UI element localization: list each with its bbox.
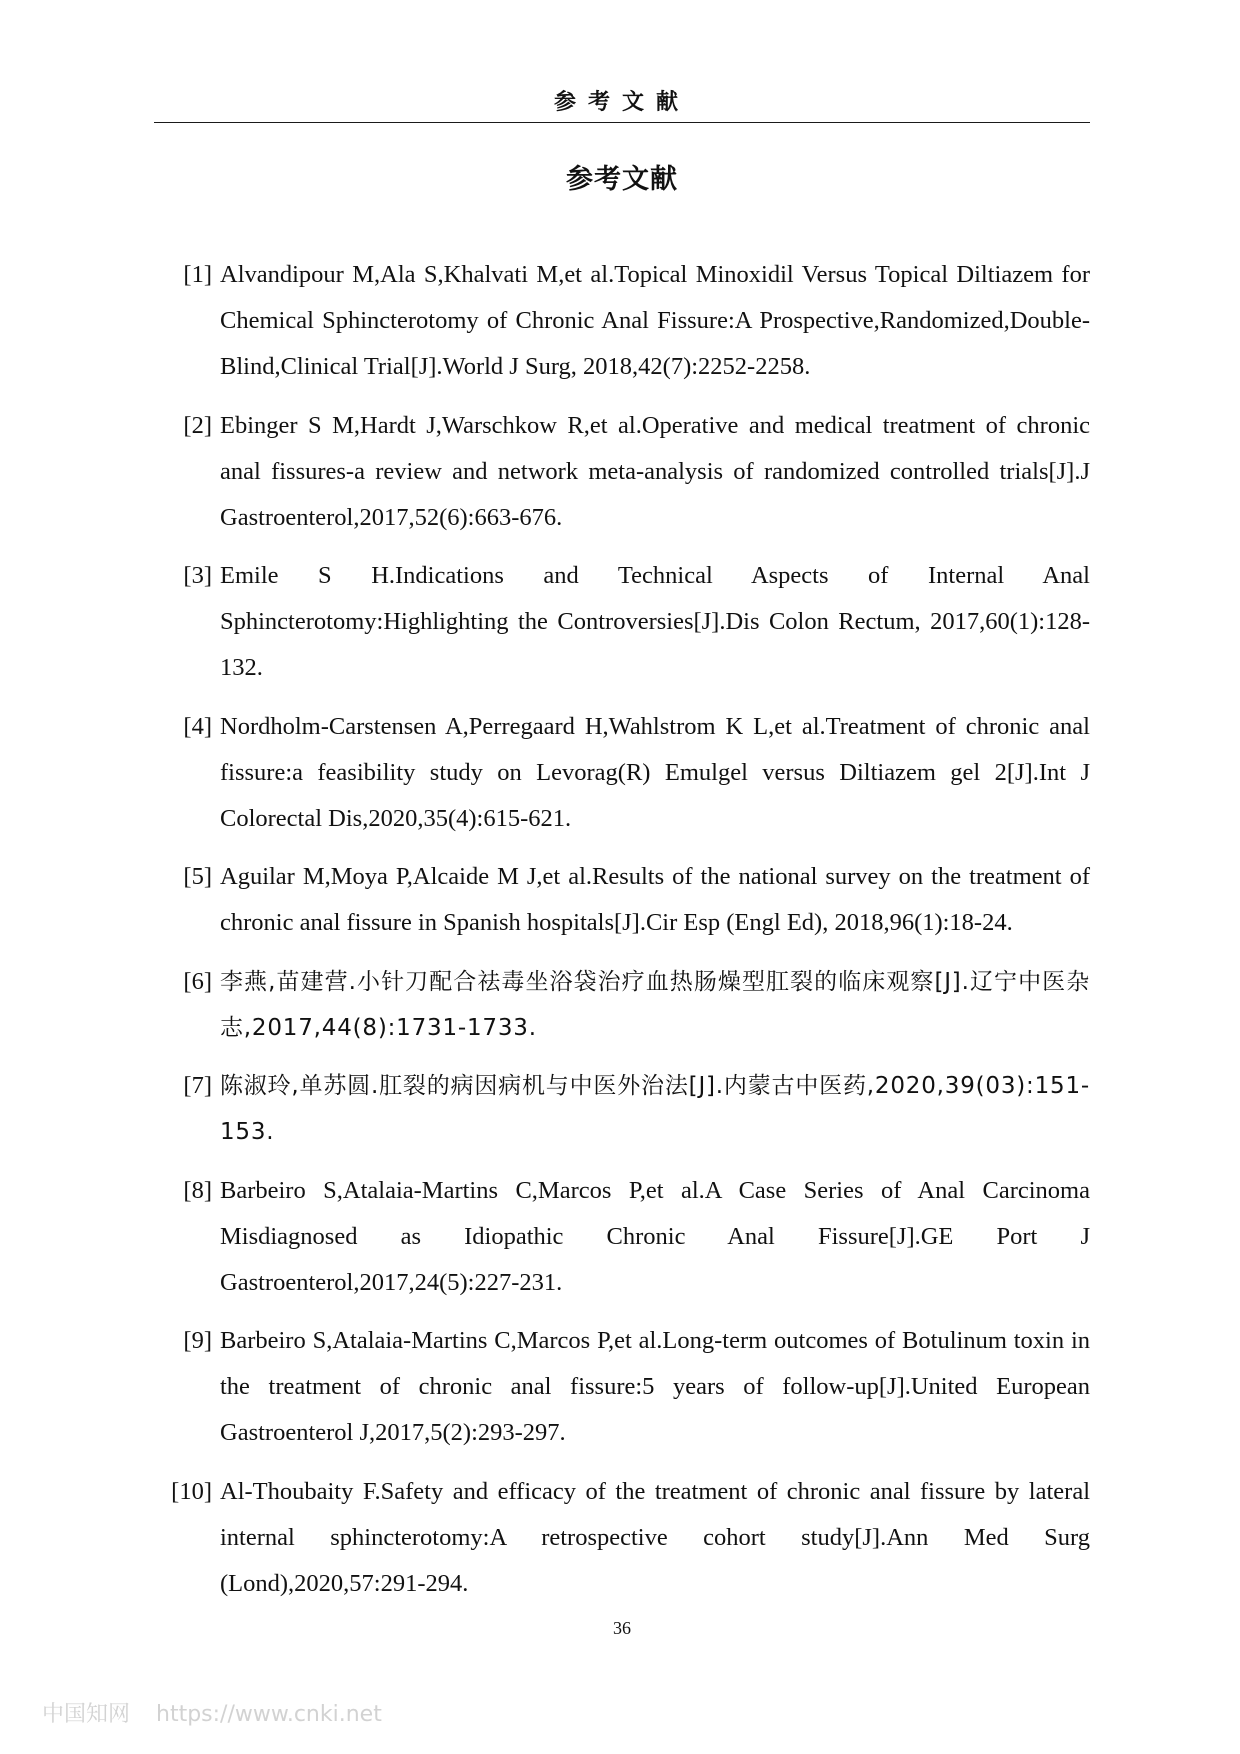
reference-item-8 [160,1168,1090,1306]
watermark-url: https://www.cnki.net [156,1702,382,1727]
reference-item-7 [160,1063,1090,1155]
reference-text: Barbeiro S,Atalaia-Martins C,Marcos P,et al.Long-term outcomes of Botulinum toxin in the treatment of chronic anal fissure:5 years of follow-up[J].United European Gastroenterol J,2017,5(2):293-297. [220,1327,1090,1446]
reference-item-6 [160,959,1090,1051]
reference-text: Alvandipour M,Ala S,Khalvati M,et al.Topical Minoxidil Versus Topical Diltiazem for Chemical Sphincterotomy of Chronic Anal Fissure:A Prospective,Randomized,Double-Blind,Clinical Trial[J].World J Surg, 2018,42(7):2252-2258. [220,261,1090,380]
reference-item-9 [160,1318,1090,1456]
cnki-watermark [42,1700,382,1730]
reference-number: [8] [183,1176,212,1204]
reference-number: [1] [183,261,212,288]
reference-text: 李燕,苗建营.小针刀配合祛毒坐浴袋治疗血热肠燥型肛裂的临床观察[J].辽宁中医杂志,2017,44(8):1731-1733. [220,968,1090,1041]
reference-item-1 [160,252,1090,390]
reference-number: [2] [183,411,212,439]
reference-text: Ebinger S M,Hardt J,Warschkow R,et al.Operative and medical treatment of chronic anal fissures-a review and network meta-analysis of randomized controlled trials[J].J Gastroenterol,2017,52(6):663-676. [220,411,1090,531]
reference-text: Barbeiro S,Atalaia-Martins C,Marcos P,et al.A Case Series of Anal Carcinoma Misdiagnosed as Idiopathic Chronic Anal Fissure[J].GE Port J Gastroenterol,2017,24(5):227-231. [220,1176,1090,1296]
reference-text: Nordholm-Carstensen A,Perregaard H,Wahlstrom K L,et al.Treatment of chronic anal fissure:a feasibility study on Levorag(R) Emulgel versus Diltiazem gel 2[J].Int J Colorectal Dis,2020,35(4):615-621. [220,712,1090,832]
reference-number: [3] [183,562,212,589]
reference-item-2 [160,403,1090,541]
reference-number: [9] [183,1327,212,1354]
reference-number: [7] [183,1072,212,1099]
reference-text: Aguilar M,Moya P,Alcaide M J,et al.Results of the national survey on the treatment of chronic anal fissure in Spanish hospitals[J].Cir Esp (Engl Ed), 2018,96(1):18-24. [220,863,1090,936]
reference-text: 陈淑玲,单苏圆.肛裂的病因病机与中医外治法[J].内蒙古中医药,2020,39(03):151-153. [220,1073,1090,1145]
reference-number: [10] [171,1477,212,1505]
reference-item-3 [160,553,1090,691]
reference-number: [6] [183,967,212,995]
running-header: 参考文献 [553,89,690,115]
reference-item-10 [160,1469,1090,1607]
reference-list [160,252,1090,1619]
watermark-brand: 中国知网 [42,1702,131,1727]
page-title: 参考文献 [566,164,678,195]
reference-number: [5] [183,863,212,890]
reference-item-4 [160,704,1090,842]
header-rule [154,122,1090,123]
reference-item-5 [160,854,1090,946]
page-number: 36 [613,1618,631,1638]
reference-text: Al-Thoubaity F.Safety and efficacy of the treatment of chronic anal fissure by lateral internal sphincterotomy:A retrospective cohort study[J].Ann Med Surg (Lond),2020,57:291-294. [220,1477,1090,1597]
reference-text: Emile S H.Indications and Technical Aspects of Internal Anal Sphincterotomy:Highlighting the Controversies[J].Dis Colon Rectum, 2017,60(1):128-132. [220,562,1090,681]
reference-number: [4] [183,712,212,740]
